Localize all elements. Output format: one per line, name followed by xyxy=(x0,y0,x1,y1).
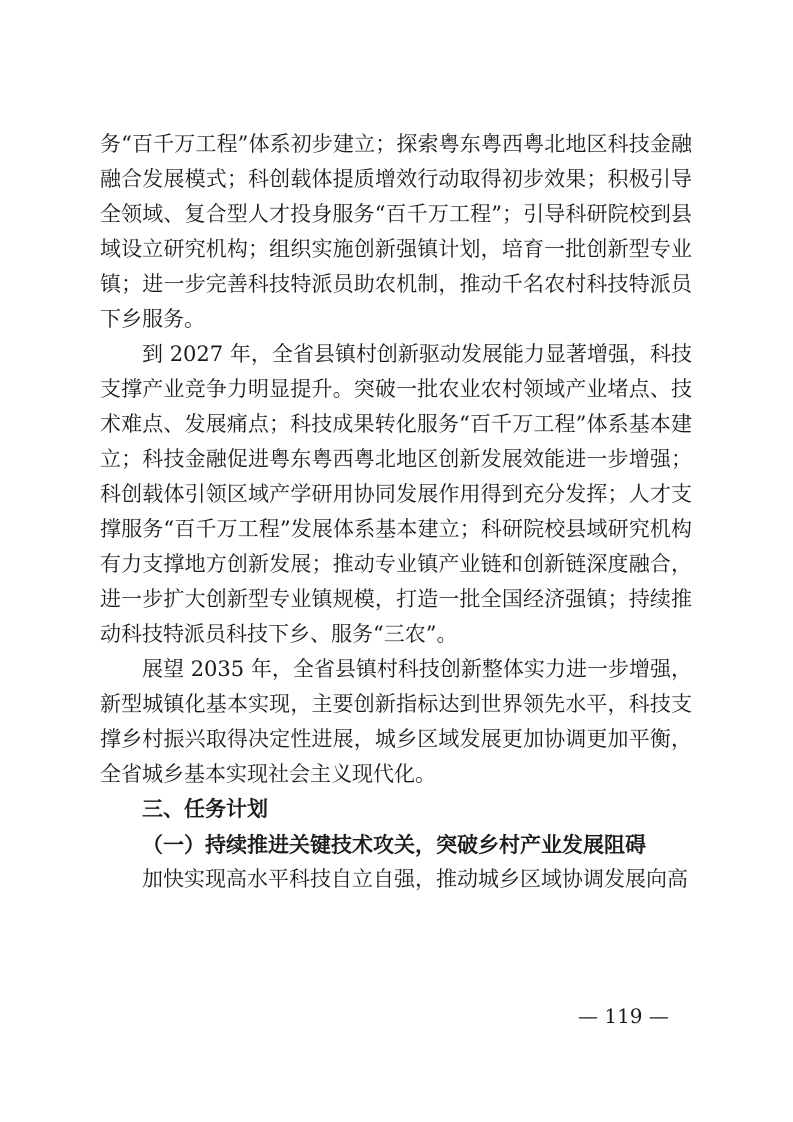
page-number: — 119 — xyxy=(578,1004,669,1028)
paragraph-final: 加快实现高水平科技自立自强，推动城乡区域协调发展向高 xyxy=(142,867,688,891)
paragraph-outlook-2035: 展望 2035 年，全省县镇村科技创新整体实力进一步增强，新型城镇化基本实现，主要创新指标达到世界领先水平，科技支撑乡村振兴取得决定性进展，城乡区域发展更加协调更加平衡，全省城乡基本实现社会主义现代化。 xyxy=(100,657,692,786)
subsection-heading: （一）持续推进关键技术攻关，突破乡村产业发展阻碍 xyxy=(142,832,646,857)
section-heading: 三、任务计划 xyxy=(142,797,268,821)
paragraph-goal-2027: 到 2027 年，全省县镇村创新驱动发展能力显著增强，科技支撑产业竞争力明显提升。突破一批农业农村领域产业堵点、技术难点、发展痛点；科技成果转化服务“百千万工程”体系基本建立；科技金融促进粤东粤西粤北地区创新发展效能进一步增强；科创载体引领区域产学研用协同发展作用得到充分发挥；人才支撑服务“百千万工程”发展体系基本建立；科研院校县域研究机构有力支撑地方创新发展；推动专业镇产业链和创新链深度融合，进一步扩大创新型专业镇规模，打造一批全国经济强镇；持续推动科技特派员科技下乡、服务“三农”。 xyxy=(100,342,692,646)
page-body xyxy=(100,127,692,897)
paragraph-continuation: 务“百千万工程”体系初步建立；探索粤东粤西粤北地区科技金融融合发展模式；科创载体提质增效行动取得初步效果；积极引导全领域、复合型人才投身服务“百千万工程”；引导科研院校到县域设立研究机构；组织实施创新强镇计划，培育一批创新型专业镇；进一步完善科技特派员助农机制，推动千名农村科技特派员下乡服务。 xyxy=(100,132,692,331)
